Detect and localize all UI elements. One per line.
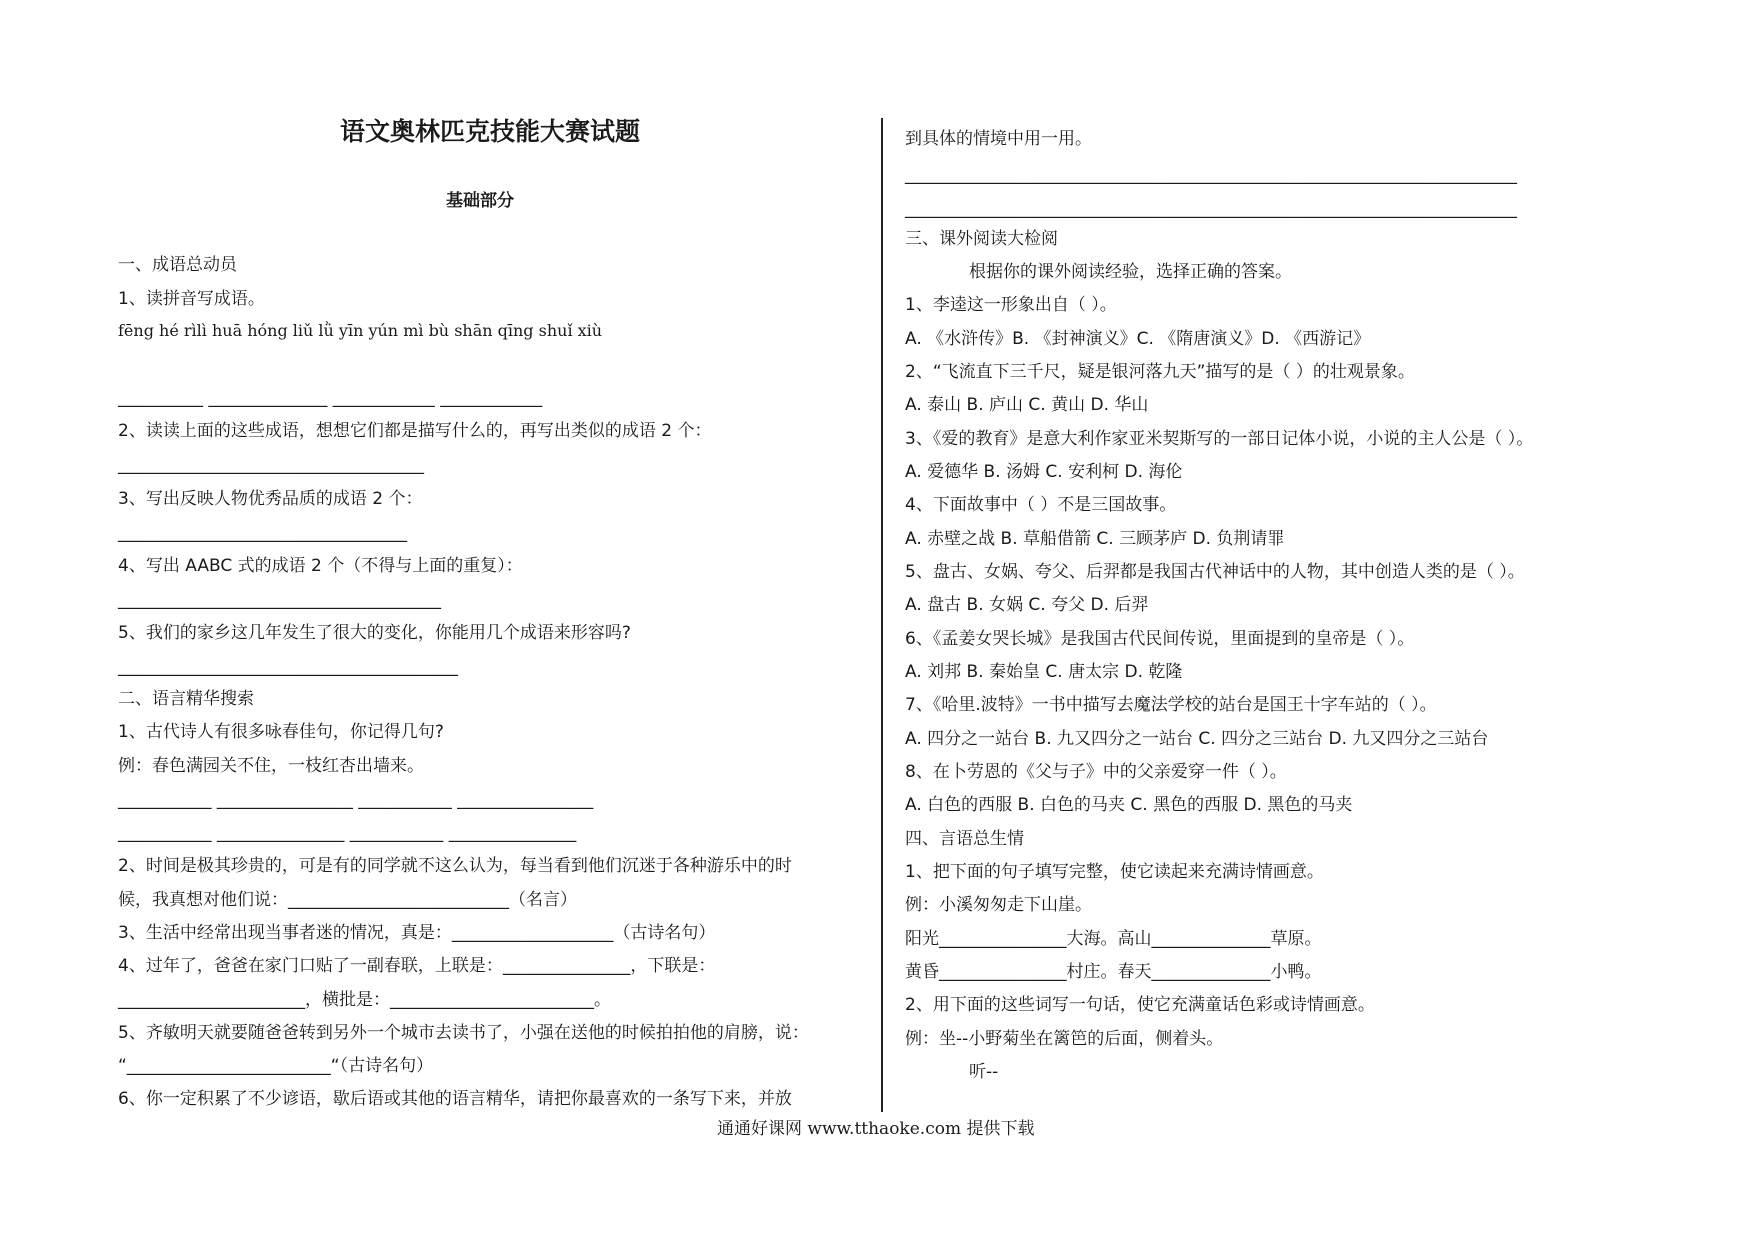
right-line: 到具体的情境中用一用。 (905, 129, 1092, 149)
right-line: 阳光_______________大海。高山______________草原。 (905, 929, 1322, 949)
right-line: 听-- (969, 1062, 999, 1082)
right-line: 根据你的课外阅读经验，选择正确的答案。 (969, 262, 1292, 282)
options: A. 《水浒传》B. 《封神演义》C. 《隋唐演义》D. 《西游记》 (905, 329, 1371, 349)
left-line: 4、过年了，爸爸在家门口贴了一副春联，上联是：_______________，下联是： (118, 956, 716, 976)
options: A. 白色的西服 B. 白色的马夹 C. 黑色的西服 D. 黑色的马夹 (905, 795, 1353, 815)
question: 2、“飞流直下三千尺，疑是银河落九天”描写的是（ ）的壮观景象。 (905, 362, 1415, 382)
left-line: 3、生活中经常出现当事者迷的情况，真是：___________________（古诗名句） (118, 923, 716, 943)
options: A. 四分之一站台 B. 九又四分之一站台 C. 四分之三站台 D. 九又四分之三站台 (905, 729, 1489, 749)
section-subtitle: 基础部分 (446, 191, 514, 211)
left-line: 候，我真想对他们说：__________________________（名言） (118, 890, 577, 910)
right-line: 2、用下面的这些词写一句话，使它充满童话色彩或诗情画意。 (905, 995, 1375, 1015)
left-line: 1、读拼音写成语。 (118, 289, 265, 309)
left-line: 2、时间是极其珍贵的，可是有的同学就不这么认为，每当看到他们沉迷于各种游乐中的时 (118, 856, 792, 876)
blank-line: ______________________________________ (118, 590, 441, 610)
question: 6、《孟姜女哭长城》是我国古代民间传说，里面提到的皇帝是（ ）。 (905, 629, 1415, 649)
footer-credit: 通通好课网 www.tthaoke.com 提供下载 (717, 1119, 1035, 1139)
left-line: “________________________“（古诗名句） (118, 1056, 434, 1076)
options: A. 泰山 B. 庐山 C. 黄山 D. 华山 (905, 395, 1149, 415)
blank-line: ____________________________________ (118, 455, 424, 475)
question: 3、《爱的教育》是意大利作家亚米契斯写的一部日记体小说，小说的主人公是（ ）。 (905, 429, 1534, 449)
left-line: 例：春色满园关不住，一枝红杏出墙来。 (118, 756, 424, 776)
left-line: 4、写出 AABC 式的成语 2 个（不得与上面的重复）： (118, 556, 523, 576)
left-line: ______________________，横批是：________________________。 (118, 990, 611, 1010)
blank-line: ___________ _______________ ___________ _______________ (118, 823, 577, 843)
left-line: 5、我们的家乡这几年发生了很大的变化，你能用几个成语来形容吗? (118, 623, 631, 643)
options: A. 爱德华 B. 汤姆 C. 安利柯 D. 海伦 (905, 462, 1183, 482)
options: A. 盘古 B. 女娲 C. 夸父 D. 后羿 (905, 595, 1149, 615)
left-line: 二、语言精华搜索 (118, 689, 254, 709)
blank-line: __________ ______________ ____________ ____________ (118, 388, 543, 408)
section-heading: 四、言语总生情 (905, 829, 1024, 849)
right-line: 黄昏_______________村庄。春天______________小鸭。 (905, 962, 1322, 982)
left-line: 5、齐敏明天就要随爸爸转到另外一个城市去读书了，小强在送他的时候拍拍他的肩膀，说： (118, 1023, 809, 1043)
left-line: 1、古代诗人有很多咏春佳句，你记得几句? (118, 722, 444, 742)
pinyin-line: fēng hé rìlì huā hóng liǔ lǜ yīn yún mì bù shān qīng shuǐ xiù (118, 321, 603, 340)
left-line: 6、你一定积累了不少谚语，歇后语或其他的语言精华，请把你最喜欢的一条写下来，并放 (118, 1089, 792, 1109)
blank-line: ___________ ________________ ___________ ________________ (118, 790, 594, 810)
blank-line: __________________________________ (118, 523, 407, 543)
question: 7、《哈里.波特》一书中描写去魔法学校的站台是国王十字车站的（ ）。 (905, 695, 1437, 715)
right-line: 例：坐--小野菊坐在篱笆的后面，侧着头。 (905, 1029, 1224, 1049)
question: 8、在卜劳恩的《父与子》中的父亲爱穿一件（ ）。 (905, 762, 1287, 782)
left-line: 3、写出反映人物优秀品质的成语 2 个： (118, 489, 423, 509)
options: A. 刘邦 B. 秦始皇 C. 唐太宗 D. 乾隆 (905, 662, 1183, 682)
question: 5、盘古、女娲、夸父、后羿都是我国古代神话中的人物，其中创造人类的是（ ）。 (905, 562, 1525, 582)
section-heading: 三、课外阅读大检阅 (905, 229, 1058, 249)
right-line: 1、把下面的句子填写完整，使它读起来充满诗情画意。 (905, 862, 1324, 882)
blank-line: ________________________________________________________________________ (905, 165, 1517, 185)
left-line: 一、成语总动员 (118, 255, 237, 275)
column-divider (881, 118, 883, 1112)
blank-line: ________________________________________ (118, 657, 458, 677)
page-title: 语文奥林匹克技能大赛试题 (340, 117, 641, 146)
options: A. 赤壁之战 B. 草船借箭 C. 三顾茅庐 D. 负荆请罪 (905, 529, 1285, 549)
question: 4、下面故事中（ ）不是三国故事。 (905, 495, 1177, 515)
blank-line: ________________________________________________________________________ (905, 199, 1517, 219)
left-line: 2、读读上面的这些成语，想想它们都是描写什么的，再写出类似的成语 2 个： (118, 421, 712, 441)
right-line: 例：小溪匆匆走下山崖。 (905, 895, 1092, 915)
question: 1、李逵这一形象出自（ ）。 (905, 295, 1117, 315)
